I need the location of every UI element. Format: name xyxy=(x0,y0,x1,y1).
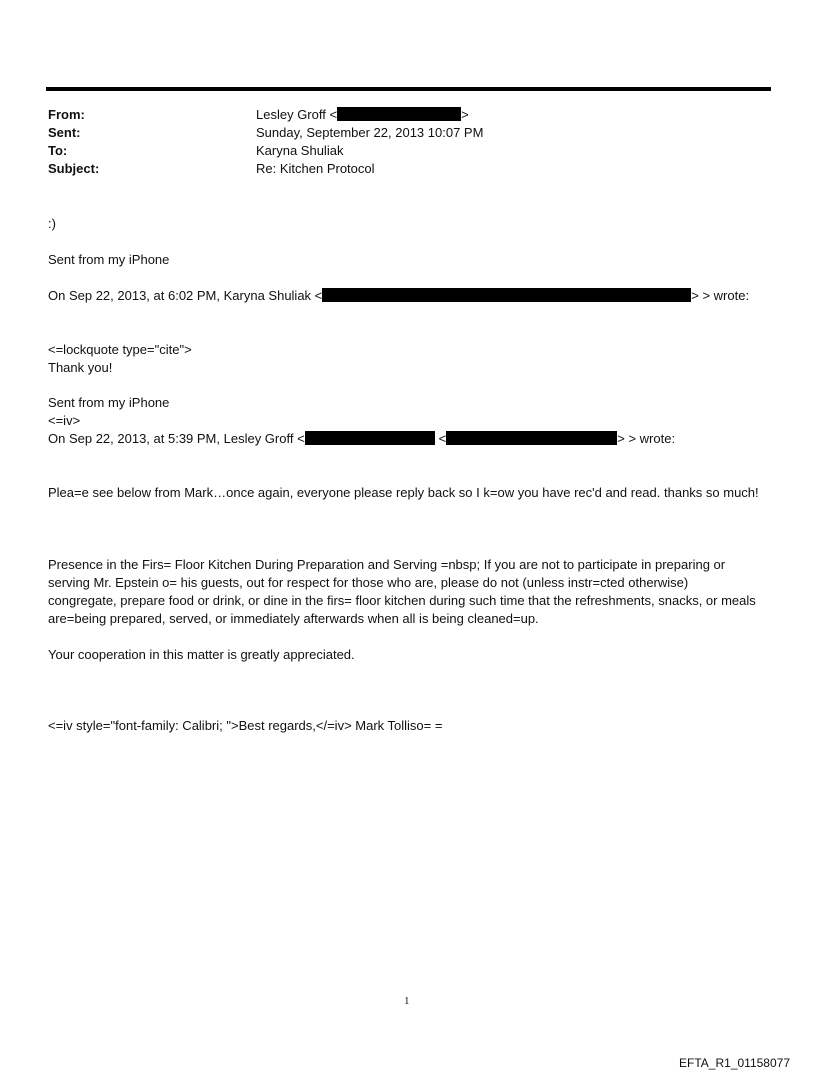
redaction-block xyxy=(337,107,461,121)
cooperation-paragraph: Your cooperation in this matter is greatly appreciated. xyxy=(48,647,355,662)
quote-header-1-suffix: > > wrote: xyxy=(691,288,750,303)
blockquote-tag-line: <=lockquote type="cite"> xyxy=(48,342,192,357)
quote-header-2 xyxy=(48,430,675,448)
redaction-block xyxy=(305,431,435,445)
from-value xyxy=(256,107,469,122)
quote-header-1 xyxy=(48,287,749,305)
signature-line: Sent from my iPhone xyxy=(48,395,170,410)
smiley-line: :) xyxy=(48,216,56,231)
redaction-block xyxy=(446,431,617,445)
redaction-block xyxy=(322,288,691,302)
page-number: 1 xyxy=(404,995,410,1007)
signature-line: Sent from my iPhone xyxy=(48,252,170,267)
sent-label: Sent: xyxy=(48,125,81,140)
from-close: > xyxy=(461,107,469,122)
quote-header-2-suffix: > > wrote: xyxy=(617,431,676,446)
from-name: Lesley Groff < xyxy=(256,107,338,122)
document-id: EFTA_R1_01158077 xyxy=(679,1056,790,1070)
closing-line: <=iv style="font-family: Calibri; ">Best regards,</=iv> Mark Tolliso= = xyxy=(48,718,443,733)
to-label: To: xyxy=(48,143,68,158)
div-tag-line: <=iv> xyxy=(48,413,81,428)
header-rule xyxy=(46,87,771,91)
to-value: Karyna Shuliak xyxy=(256,143,344,158)
quote-header-2-mid: < xyxy=(438,431,447,446)
quote-header-2-prefix: On Sep 22, 2013, at 5:39 PM, Lesley Groff < xyxy=(48,431,305,446)
from-label: From: xyxy=(48,107,85,122)
sent-value: Sunday, September 22, 2013 10:07 PM xyxy=(256,125,484,140)
protocol-paragraph: Presence in the Firs= Floor Kitchen During Preparation and Serving =nbsp; If you are not to participate in preparing or serving Mr. Epstein o= his guests, out for respect for those who are, please do not (unless instr=cted otherwise) congregate, prepare food or drink, or dine in the firs= floor kitchen during such time that the refreshments, snacks, or meals are=being prepared, served, or immediately afterwards when all is being cleaned=up. xyxy=(48,557,756,626)
subject-value: Re: Kitchen Protocol xyxy=(256,161,375,176)
thank-you-line: Thank you! xyxy=(48,360,113,375)
quote-header-1-prefix: On Sep 22, 2013, at 6:02 PM, Karyna Shuliak < xyxy=(48,288,323,303)
intro-paragraph: Plea=e see below from Mark…once again, everyone please reply back so I k=ow you have rec'd and read. thanks so much! xyxy=(48,485,759,500)
subject-label: Subject: xyxy=(48,161,100,176)
